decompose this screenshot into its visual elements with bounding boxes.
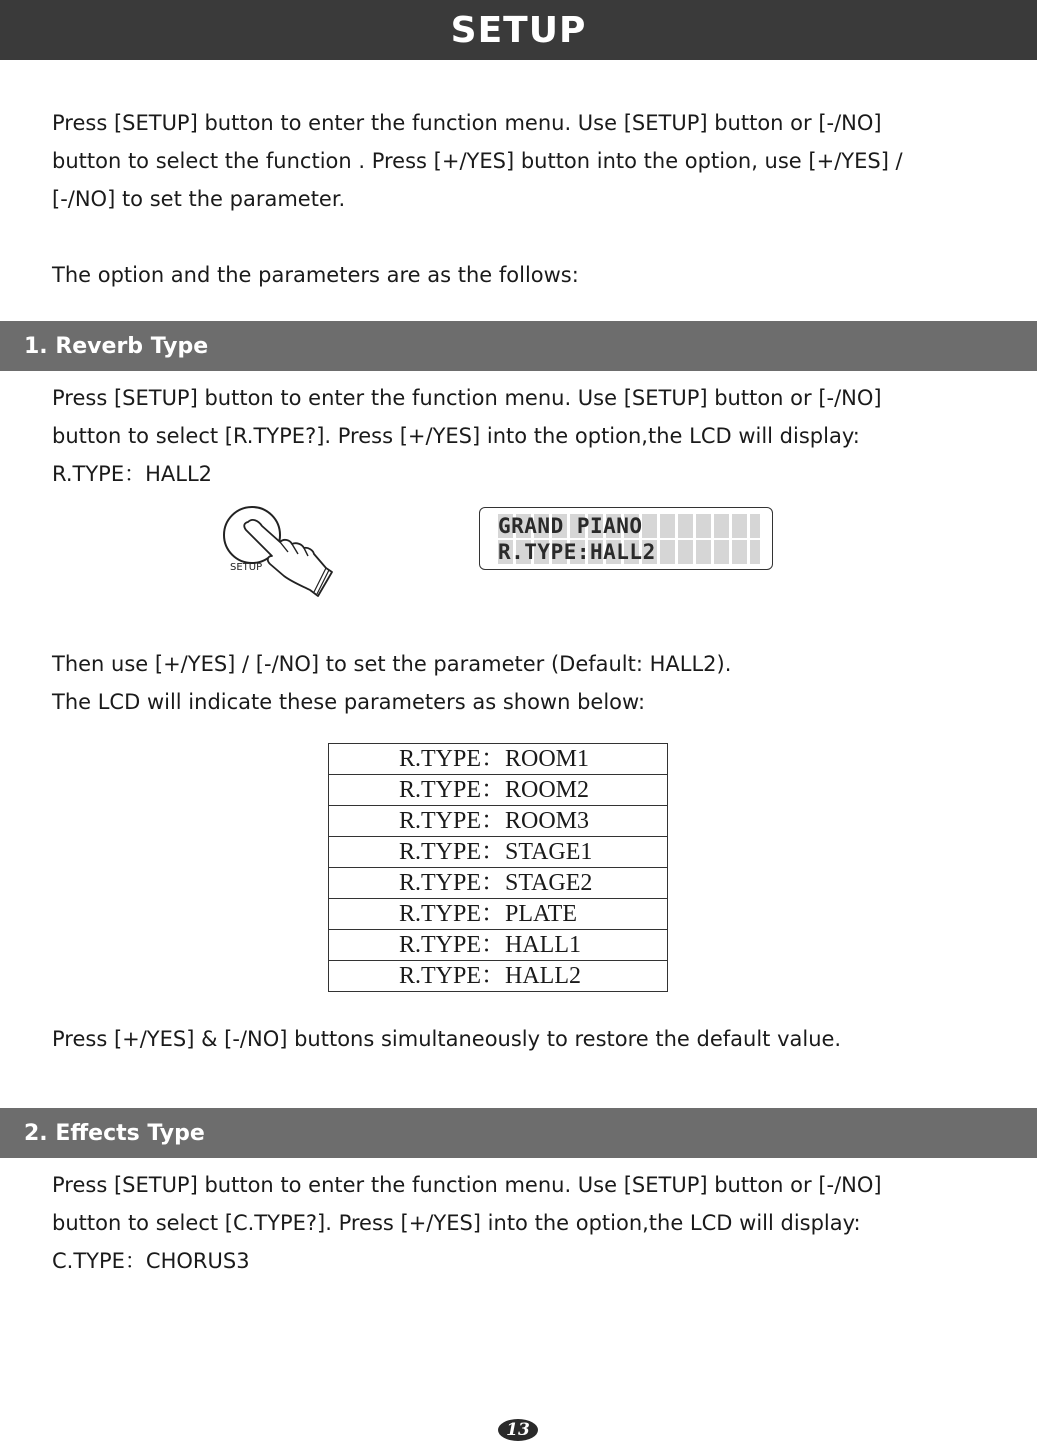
page-title: SETUP [450,9,587,51]
section-heading-reverb-type [0,321,1037,371]
page-number: 13 [506,1420,530,1440]
parameter-cell: R.TYPE：ROOM1 [329,744,668,775]
table-row [329,868,668,899]
reverb-paragraph [52,379,1027,493]
effects-line: C.TYPE：CHORUS3 [52,1249,250,1273]
restore-line: Press [+/YES] & [-/NO] buttons simultaneously to restore the default value. [52,1027,842,1051]
then-line: The LCD will indicate these parameters as shown below: [52,690,646,714]
page-number-badge [497,1418,539,1442]
parameter-cell: R.TYPE：PLATE [329,899,668,930]
reverb-then-paragraph [52,645,1027,721]
reverb-parameter-table [328,743,668,992]
parameter-cell: R.TYPE：ROOM3 [329,806,668,837]
table-row [329,837,668,868]
setup-button-label: SETUP [230,562,263,573]
table-row [329,961,668,992]
section-heading-effects-type [0,1108,1037,1158]
intro-line: button to select the function . Press [+/YES] button into the option, use [+/YES] / [52,149,903,173]
intro-paragraph [52,104,1027,218]
intro-line: Press [SETUP] button to enter the function menu. Use [SETUP] button or [-/NO] [52,111,882,135]
effects-line: button to select [C.TYPE?]. Press [+/YES] into the option,the LCD will display: [52,1211,861,1235]
page-header [0,0,1037,60]
setup-button-illustration [218,502,338,602]
restore-default-text [52,1020,1027,1058]
parameter-cell: R.TYPE：HALL2 [329,961,668,992]
table-row [329,899,668,930]
lcd-line-2: R.TYPE:HALL2 [498,540,760,564]
effects-paragraph [52,1166,1027,1280]
effects-line: Press [SETUP] button to enter the function menu. Use [SETUP] button or [-/NO] [52,1173,882,1197]
table-row [329,775,668,806]
parameter-cell: R.TYPE：STAGE1 [329,837,668,868]
reverb-line: Press [SETUP] button to enter the function menu. Use [SETUP] button or [-/NO] [52,386,882,410]
reverb-line: button to select [R.TYPE?]. Press [+/YES] into the option,the LCD will display: [52,424,860,448]
intro-line: [-/NO] to set the parameter. [52,187,346,211]
parameter-cell: R.TYPE：HALL1 [329,930,668,961]
lcd-line-1: GRAND PIANO [498,514,760,538]
table-row [329,806,668,837]
lcd-display [479,507,773,570]
table-row [329,930,668,961]
options-intro-text [52,256,1027,294]
section-heading-text: 1. Reverb Type [24,333,209,359]
parameter-cell: R.TYPE：STAGE2 [329,868,668,899]
table-row [329,744,668,775]
hand-pressing-button-icon [218,502,338,602]
options-line: The option and the parameters are as the follows: [52,263,579,287]
section-heading-text: 2. Effects Type [24,1120,205,1146]
reverb-line: R.TYPE：HALL2 [52,462,213,486]
parameter-cell: R.TYPE：ROOM2 [329,775,668,806]
then-line: Then use [+/YES] / [-/NO] to set the parameter (Default: HALL2). [52,652,732,676]
